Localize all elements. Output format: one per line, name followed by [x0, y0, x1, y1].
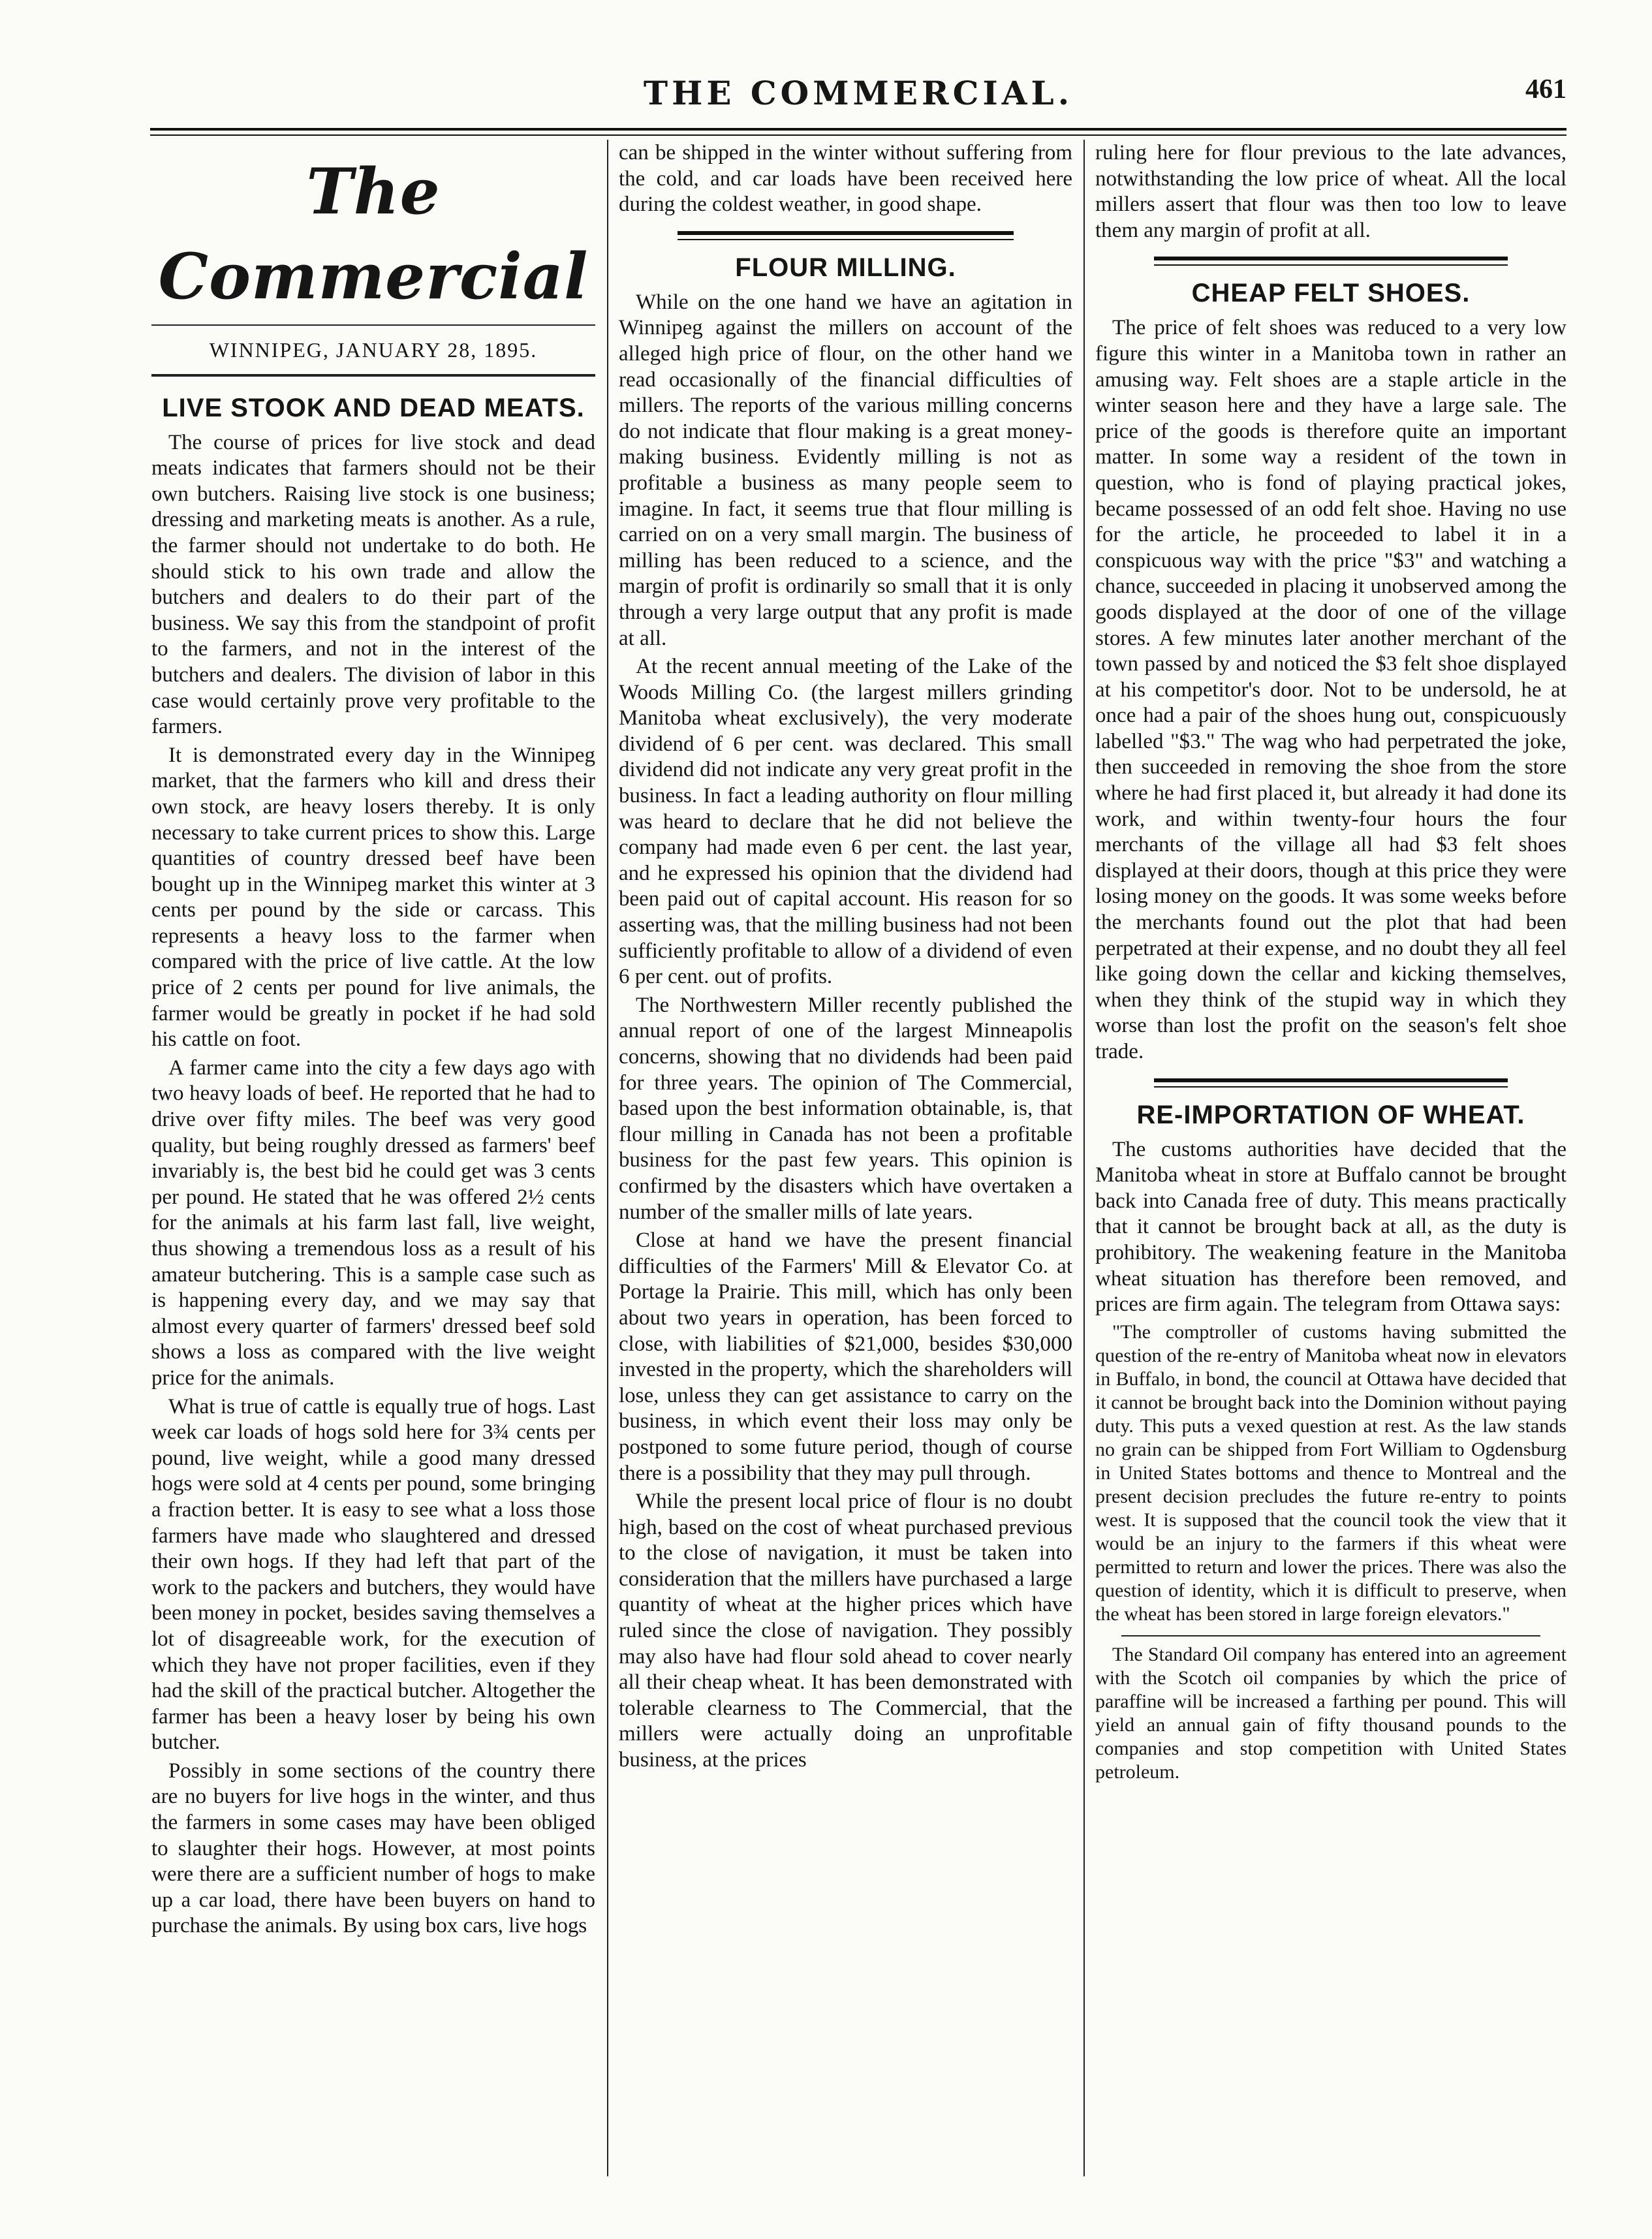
paragraph: While on the one hand we have an agitation in Winnipeg against the millers on account of the alleged high price of flour, on the other hand we read occasionally of the financial difficulties of millers. The reports of the various milling concerns do not indicate that flour making is a great money-making business. Evidently milling is not as profitable a business as many people seem to imagine. In fact, it seems true that flour milling is carried on on a very small margin. The business of milling has been reduced to a science, and the margin of profit is ordinarily so small that it is only through a very large output that any profit is made at all. — [619, 290, 1072, 650]
header-rule — [150, 128, 1566, 131]
paragraph-continued: can be shipped in the winter without suffering from the cold, and car loads have been received here during the coldest weather, in good shape. — [619, 141, 1072, 217]
headline-felt-shoes: CHEAP FELT SHOES. — [1191, 279, 1471, 308]
paragraph: The customs authorities have decided that the Manitoba wheat in store at Buffalo cannot be brought back into Canada free of duty. This means practically that it cannot be brought back at all, as the duty is prohibitory. The weakening feature in the Manitoba wheat situation has therefore been removed, and prices are firm again. The telegram from Ottawa says: — [1095, 1137, 1566, 1317]
header-rule-thin — [150, 134, 1566, 136]
column-divider — [607, 140, 608, 2176]
paragraph: The course of prices for live stock and dead meats indicates that farmers should not be their own butchers. Raising live stock is one business; dressing and marketing meats is another. As a rule, the farmer should not undertake to do both. He should stick to his own trade and allow the butchers and dealers to do their part of the business. We say this from the standpoint of profit to the farmers, and not in the interest of the butchers and dealers. The division of labor in this case would certainly prove very profitable to the farmers. — [151, 430, 595, 739]
headline-wheat: RE-IMPORTATION OF WHEAT. — [1136, 1100, 1525, 1129]
paragraph: What is true of cattle is equally true of hogs. Last week car loads of hogs sold here for 3¾ cents per pound, live weight, while a good many dressed hogs were sold at 4 cents per pound, some bringing a fraction better. It is easy to see what a loss those farmers have made who slaughtered and dressed their own hogs. If they had left that part of the work to the packers and butchers, they would have been money in pocket, besides saving themselves a lot of disagreeable work, for the execution of which they have not proper facilities, even if they had the skill of the practical butcher. Altogether the farmer has been a heavy loser by being his own butcher. — [151, 1394, 595, 1755]
paragraph: While the present local price of flour is no doubt high, based on the cost of wheat purchased previous to the close of navigation, it must be taken into consideration that the millers have purchased a large quantity of wheat at the higher prices which have ruled since the close of navigation. They possibly may also have had flour sold ahead to cover nearly all their cheap wheat. It has been demonstrated with tolerable clearness to The Commercial, that the millers were actually doing an unprofitable business, at the prices — [619, 1490, 1072, 1772]
quoted-telegram: "The comptroller of customs having submitted the question of the re-entry of Manitoba wheat now in elevators in Buffalo, in bond, the council at Ottawa have decided that it cannot be brought back into the Dominion without paying duty. This puts a vexed question at rest. As the law stands no grain can be shipped from Fort William to Ogdensburg in United States bottoms and thence to Montreal and the present decision precludes the future re-entry to points west. It is supposed that the council took the view that it would be an injury to the farmers if this wheat were permitted to return and lower the prices. There was also the question of identity, which it is difficult to preserve, when the wheat has been stored in large foreign elevators." — [1095, 1321, 1566, 1625]
section-rule — [678, 231, 1014, 235]
dateline: WINNIPEG, JANUARY 28, 1895. — [151, 324, 595, 377]
section-rule — [1154, 257, 1508, 260]
column-divider — [1083, 140, 1085, 2176]
paragraph: At the recent annual meeting of the Lake of the Woods Milling Co. (the largest millers grinding Manitoba wheat exclusively), the very moderate dividend of 6 per cent. was declared. This small dividend did not indicate any very great profit in the business. In fact a leading authority on flour milling was heard to declare that he did not believe the company had made even 6 per cent. the last year, and he expressed his opinion that the dividend had been paid out of capital account. His reason for so asserting was, that the milling business had not been sufficiently profitable to allow of a dividend of even 6 per cent. out of profits. — [619, 655, 1072, 989]
section-rule — [1154, 1078, 1508, 1082]
section-rule-thin — [678, 239, 1014, 240]
paragraph-continued: ruling here for flour previous to the late advances, notwithstanding the low price of wheat. All the local millers assert that flour was then too low to leave them any margin of profit at all. — [1095, 141, 1566, 242]
headline-live-stock: LIVE STOOK AND DEAD MEATS. — [162, 393, 585, 422]
column-3 — [1095, 140, 1566, 1784]
section-rule-thin — [1154, 264, 1508, 266]
paragraph: The price of felt shoes was reduced to a very low figure this winter in a Manitoba town in rather an amusing way. Felt shoes are a staple article in the winter season here and they have a large sale. The price of the goods is therefore quite an important matter. In some way a resident of the town in question, who is fond of playing practical jokes, became possessed of an odd felt shoe. Having no use for the article, he proceeded to label it in a conspicuous way with the price "$3" and watching a chance, succeeded in placing it unobserved among the goods displayed at the door of one of the village stores. A few minutes later another merchant of the town passed by and noticed the $3 felt shoe displayed at his competitor's door. Not to be undersold, he at once had a pair of the shoes hung out, conspicuously labelled "$3." The wag who had perpetrated the joke, then succeeded in removing the shoe from the store where he had first placed it, but already it had done its work, and within twenty-four hours the four merchants of the village all had $3 felt shoes displayed at their doors, though at this price they were losing money on the goods. It was some weeks before the merchants found out the plot that had been perpetrated at their expense, and no doubt they all feel like going down the cellar and kicking themselves, when they think of the stupid way in which they worse than lost the profit on the season's felt shoe trade. — [1095, 316, 1566, 1063]
paragraph: It is demonstrated every day in the Winnipeg market, that the farmers who kill and dress their own stock, are heavy losers thereby. It is only necessary to take current prices to show this. Large quantities of country dressed beef have been bought up in the Winnipeg market this winter at 3 cents per pound by the side or carcass. This represents a heavy loss to the farmer when compared with the price of live cattle. At the low price of 2 cents per pound for live animals, the farmer would be greatly in pocket if he had sold his cattle on foot. — [151, 743, 595, 1052]
section-rule-thin — [1154, 1086, 1508, 1088]
column-2 — [619, 140, 1072, 1774]
page-header — [150, 62, 1566, 127]
page-number: 461 — [1525, 74, 1566, 104]
paragraph: Possibly in some sections of the country there are no buyers for live hogs in the winter, and thus the farmers in some cases may have been obliged to slaughter their hogs. However, at most points were there are a sufficient number of hogs to make up a car load, there have been buyers on hand to purchase the animals. By using box cars, live hogs — [151, 1759, 595, 1938]
running-title: THE COMMERCIAL. — [643, 74, 1074, 112]
paragraph: The Northwestern Miller recently published the annual report of one of the largest Minneapolis concerns, showing that no dividends had been paid for three years. The opinion of The Commercial, based upon the best information obtainable, is, that flour milling in Canada has not been a profitable business for the past few years. This opinion is confirmed by the disasters which have overtaken a number of the smaller mills of late years. — [619, 993, 1072, 1224]
masthead-title: The Commercial — [158, 155, 589, 313]
paragraph: Close at hand we have the present financial difficulties of the Farmers' Mill & Elevator Co. at Portage la Prairie. This mill, which has only been about two years in operation, has been forced to close, with liabilities of $21,000, besides $30,000 invested in the property, which the shareholders will lose, unless they can get assistance to carry on the business, in which event their loss may only be postponed to some future period, though of course there is a possibility that they may pull through. — [619, 1229, 1072, 1485]
paragraph-standard-oil: The Standard Oil company has entered into an agreement with the Scotch oil companies by which the price of paraffine will be increased a farthing per pound. This will yield an annual gain of fifty thousand pounds to the companies and stop competition with United States petroleum. — [1095, 1643, 1566, 1783]
column-1 — [151, 140, 595, 1939]
headline-flour-milling: FLOUR MILLING. — [735, 253, 956, 282]
paragraph: A farmer came into the city a few days ago with two heavy loads of beef. He reported that he had to drive over fifty miles. The beef was very good quality, but being roughly dressed as farmers' beef invariably is, the best bid he could get was 3 cents per pound. He stated that he was offered 2½ cents for the animals at his farm last fall, live weight, thus showing a tremendous loss as a result of his amateur butchering. This is a sample case such as is happening every day, and we may say that almost every quarter of farmers' dressed beef sold shows a loss as compared with the live weight price for the animals. — [151, 1056, 595, 1390]
section-rule — [1121, 1635, 1540, 1636]
